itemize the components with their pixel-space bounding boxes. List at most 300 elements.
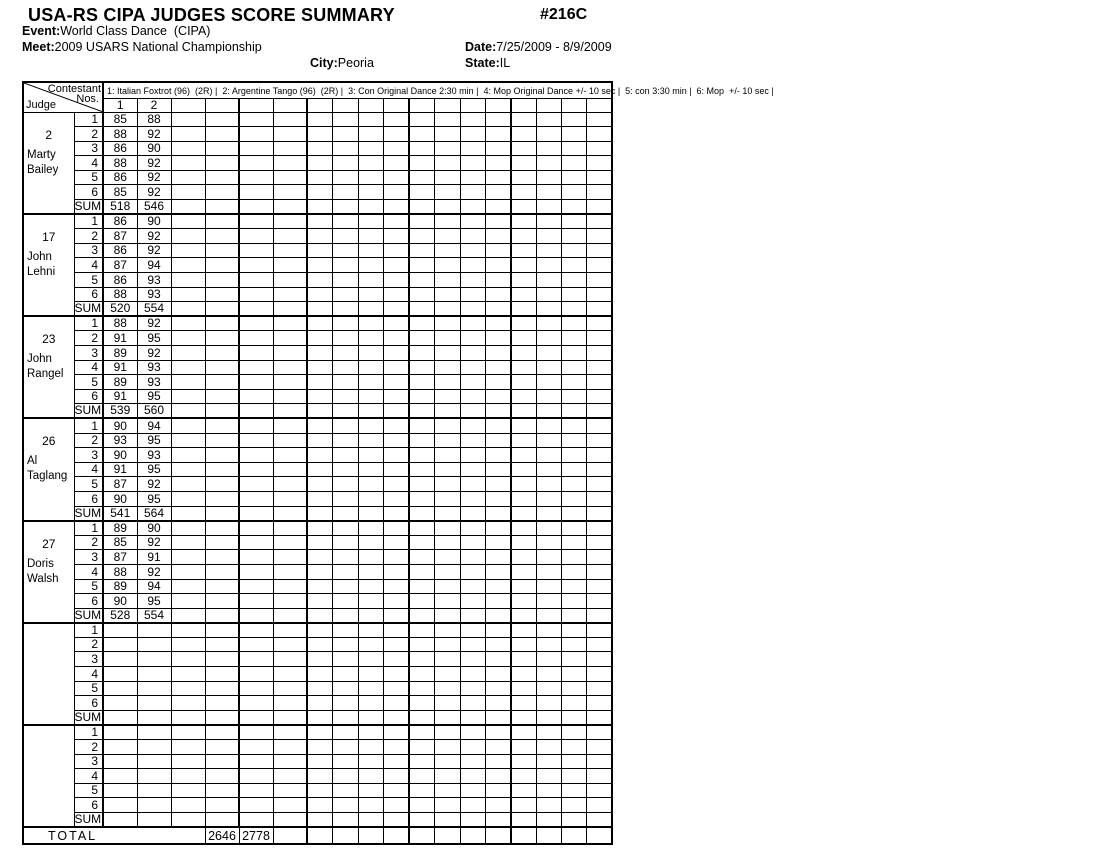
row-label-cell: 4	[74, 360, 103, 375]
score-cell	[239, 491, 273, 506]
score-cell	[562, 346, 587, 361]
score-cell	[536, 448, 561, 463]
score-cell	[486, 491, 512, 506]
score-cell	[486, 389, 512, 404]
score-cell	[358, 127, 384, 142]
contestant-number-cell	[171, 98, 205, 112]
score-cell	[409, 433, 435, 448]
score-cell	[171, 521, 205, 536]
judge-cell	[23, 316, 74, 418]
sum-cell	[409, 710, 435, 725]
empty-cell	[273, 827, 307, 844]
score-cell	[587, 579, 612, 594]
score-cell	[205, 433, 239, 448]
date-value: 7/25/2009 - 8/9/2009	[496, 40, 612, 54]
empty-cell	[562, 827, 587, 844]
row-label-cell: 1	[74, 418, 103, 433]
score-cell	[137, 798, 171, 813]
score-cell	[536, 681, 561, 696]
sum-cell	[511, 506, 536, 521]
score-cell	[460, 740, 486, 755]
score-cell	[273, 258, 307, 273]
score-cell	[171, 375, 205, 390]
sum-cell	[384, 404, 410, 419]
score-cell	[562, 769, 587, 784]
judge-name	[24, 454, 74, 484]
score-cell	[333, 725, 359, 740]
score-cell	[409, 156, 435, 171]
score-cell	[536, 667, 561, 682]
score-cell	[103, 798, 137, 813]
doc-number: #216C	[540, 6, 588, 23]
score-cell	[358, 564, 384, 579]
score-cell	[205, 112, 239, 127]
score-cell	[562, 229, 587, 244]
score-cell	[239, 667, 273, 682]
contestant-number-cell	[409, 98, 435, 112]
score-cell	[333, 798, 359, 813]
score-cell	[103, 725, 137, 740]
row-label-cell: 3	[74, 652, 103, 667]
score-cell	[384, 462, 410, 477]
score-cell	[358, 287, 384, 302]
score-cell	[307, 652, 333, 667]
score-cell	[486, 579, 512, 594]
score-cell	[511, 491, 536, 506]
contestant-number-cell	[307, 98, 333, 112]
score-cell	[486, 667, 512, 682]
score-cell	[435, 360, 461, 375]
sum-cell: 564	[137, 506, 171, 521]
score-cell	[536, 535, 561, 550]
score-cell	[460, 696, 486, 711]
sum-cell	[384, 813, 410, 828]
contestant-number-cell	[562, 98, 587, 112]
score-cell	[409, 477, 435, 492]
sum-cell	[435, 813, 461, 828]
judge-cell	[23, 725, 74, 827]
score-cell	[460, 331, 486, 346]
judge-number: 17	[42, 230, 56, 245]
score-cell	[205, 667, 239, 682]
sum-cell	[435, 710, 461, 725]
score-cell	[562, 491, 587, 506]
score-cell	[205, 681, 239, 696]
score-cell	[358, 477, 384, 492]
sum-cell	[384, 608, 410, 623]
score-cell	[435, 418, 461, 433]
score-cell	[358, 491, 384, 506]
score-cell	[358, 331, 384, 346]
judge-name-line: John	[27, 251, 52, 264]
score-cell	[333, 637, 359, 652]
sum-cell	[273, 608, 307, 623]
score-cell	[358, 433, 384, 448]
score-cell	[239, 681, 273, 696]
score-cell	[137, 725, 171, 740]
score-cell	[460, 185, 486, 200]
sum-cell	[137, 813, 171, 828]
score-cell	[358, 185, 384, 200]
score-cell	[460, 550, 486, 565]
score-cell	[587, 433, 612, 448]
score-cell	[239, 696, 273, 711]
score-cell	[460, 433, 486, 448]
score-cell	[103, 769, 137, 784]
empty-cell	[486, 827, 512, 844]
sum-cell	[171, 506, 205, 521]
score-cell	[435, 448, 461, 463]
score-cell	[409, 170, 435, 185]
sum-cell	[273, 506, 307, 521]
sum-cell	[307, 506, 333, 521]
score-cell	[511, 623, 536, 638]
score-cell	[171, 141, 205, 156]
sum-cell	[460, 710, 486, 725]
judge-name	[24, 557, 74, 587]
score-cell	[307, 564, 333, 579]
row-label-cell: 6	[74, 185, 103, 200]
score-cell	[409, 462, 435, 477]
score-cell	[384, 127, 410, 142]
score-cell	[409, 141, 435, 156]
row-label-cell: 5	[74, 783, 103, 798]
row-label-cell: 5	[74, 273, 103, 288]
sum-cell	[562, 404, 587, 419]
score-cell	[460, 667, 486, 682]
score-cell	[307, 783, 333, 798]
score-cell	[511, 740, 536, 755]
score-cell	[171, 389, 205, 404]
score-cell	[562, 258, 587, 273]
judge-cell	[23, 112, 74, 214]
score-cell	[307, 740, 333, 755]
score-cell	[435, 521, 461, 536]
score-cell	[333, 141, 359, 156]
score-cell	[562, 535, 587, 550]
total-label-cell: TOTAL	[23, 827, 205, 844]
score-cell	[358, 623, 384, 638]
judge-name-line: John	[27, 353, 52, 366]
score-cell	[486, 754, 512, 769]
score-cell	[460, 170, 486, 185]
score-cell	[273, 331, 307, 346]
score-cell	[358, 681, 384, 696]
sum-cell	[205, 608, 239, 623]
score-cell	[307, 258, 333, 273]
score-cell	[587, 594, 612, 609]
score-cell	[171, 418, 205, 433]
score-cell	[460, 287, 486, 302]
score-cell	[307, 696, 333, 711]
sum-cell	[409, 302, 435, 317]
score-cell: 92	[137, 564, 171, 579]
score-cell	[384, 783, 410, 798]
score-cell	[460, 462, 486, 477]
score-cell	[205, 156, 239, 171]
score-cell	[171, 637, 205, 652]
score-cell	[409, 681, 435, 696]
score-cell	[273, 418, 307, 433]
score-cell	[511, 360, 536, 375]
contestant-number-cell: 2	[137, 98, 171, 112]
row-label-cell: 5	[74, 477, 103, 492]
score-cell	[587, 652, 612, 667]
score-cell	[384, 564, 410, 579]
score-cell	[358, 156, 384, 171]
score-cell: 91	[137, 550, 171, 565]
score-cell	[333, 448, 359, 463]
contestant-number-cell	[587, 98, 612, 112]
score-cell	[587, 375, 612, 390]
score-cell	[171, 156, 205, 171]
sum-cell	[358, 302, 384, 317]
score-cell	[273, 594, 307, 609]
score-cell: 93	[137, 448, 171, 463]
score-cell	[273, 346, 307, 361]
sum-cell	[562, 506, 587, 521]
score-cell: 95	[137, 389, 171, 404]
score-cell	[536, 214, 561, 229]
sum-cell	[333, 200, 359, 215]
score-cell	[205, 594, 239, 609]
sum-cell	[239, 608, 273, 623]
sum-cell	[486, 813, 512, 828]
score-cell	[587, 243, 612, 258]
score-cell	[239, 418, 273, 433]
score-cell	[587, 214, 612, 229]
score-cell	[307, 491, 333, 506]
score-cell	[409, 623, 435, 638]
sum-cell	[486, 302, 512, 317]
score-cell	[384, 112, 410, 127]
score-cell	[171, 623, 205, 638]
score-cell	[511, 112, 536, 127]
score-cell	[435, 462, 461, 477]
score-cell	[205, 740, 239, 755]
score-cell	[486, 448, 512, 463]
score-cell	[536, 579, 561, 594]
score-cell	[333, 127, 359, 142]
score-cell	[435, 783, 461, 798]
score-cell	[171, 798, 205, 813]
score-cell	[307, 360, 333, 375]
score-cell	[409, 127, 435, 142]
score-cell	[273, 681, 307, 696]
score-cell	[103, 783, 137, 798]
score-cell	[307, 798, 333, 813]
score-cell	[511, 273, 536, 288]
score-cell	[307, 535, 333, 550]
score-cell	[171, 477, 205, 492]
score-cell	[384, 491, 410, 506]
score-cell: 94	[137, 418, 171, 433]
score-cell	[239, 754, 273, 769]
score-cell	[333, 112, 359, 127]
score-cell: 92	[137, 243, 171, 258]
score-cell	[536, 740, 561, 755]
contestant-number-cell	[486, 98, 512, 112]
score-cell	[486, 375, 512, 390]
score-cell	[409, 725, 435, 740]
score-cell	[239, 652, 273, 667]
empty-cell	[587, 827, 612, 844]
score-cell	[409, 418, 435, 433]
score-cell	[435, 433, 461, 448]
contestant-number-cell	[333, 98, 359, 112]
row-label-cell: 6	[74, 287, 103, 302]
score-cell	[307, 170, 333, 185]
sum-cell	[435, 404, 461, 419]
score-cell	[460, 360, 486, 375]
score-cell: 91	[103, 331, 137, 346]
sum-cell	[587, 404, 612, 419]
score-cell	[333, 360, 359, 375]
score-cell	[460, 564, 486, 579]
score-cell	[460, 112, 486, 127]
score-cell	[536, 360, 561, 375]
score-cell	[239, 141, 273, 156]
score-cell	[562, 375, 587, 390]
sum-cell	[486, 506, 512, 521]
judge-name-line: Rangel	[27, 368, 64, 381]
score-cell	[536, 141, 561, 156]
score-cell	[137, 652, 171, 667]
sum-cell	[384, 506, 410, 521]
sum-label-cell: SUM	[74, 199, 102, 214]
score-cell	[358, 375, 384, 390]
sum-cell	[587, 813, 612, 828]
score-cell	[333, 652, 359, 667]
sum-cell	[536, 302, 561, 317]
sum-cell	[536, 404, 561, 419]
score-cell: 95	[137, 594, 171, 609]
sum-label-cell: SUM	[74, 301, 102, 316]
score-cell	[486, 243, 512, 258]
score-cell	[171, 331, 205, 346]
judge-label: Judge	[26, 98, 56, 111]
score-cell	[358, 112, 384, 127]
score-cell	[171, 258, 205, 273]
score-cell	[384, 170, 410, 185]
sum-cell	[409, 608, 435, 623]
total-value-cell: 2778	[239, 827, 273, 844]
row-label-cell: 6	[74, 696, 103, 711]
dance-header: 1: Italian Foxtrot (96) (2R) | 2: Argentine Tango (96) (2R) | 3: Con Original Dance 2:30 min | 4: Mop Original Dance +/- 10 sec | 5: con 3:30 min | 6: Mop +/- 10 sec |	[107, 85, 774, 96]
judge-number: 26	[42, 434, 56, 449]
score-cell	[409, 579, 435, 594]
score-cell	[486, 550, 512, 565]
score-cell	[384, 389, 410, 404]
sum-cell	[205, 200, 239, 215]
score-cell	[239, 243, 273, 258]
score-cell	[333, 783, 359, 798]
score-cell	[511, 637, 536, 652]
score-cell	[435, 287, 461, 302]
score-cell	[171, 725, 205, 740]
score-cell	[587, 448, 612, 463]
score-cell	[486, 535, 512, 550]
score-cell	[205, 696, 239, 711]
score-cell	[358, 769, 384, 784]
score-cell	[171, 783, 205, 798]
score-cell	[239, 360, 273, 375]
score-cell	[205, 360, 239, 375]
row-label-cell: 6	[74, 389, 103, 404]
sum-cell	[358, 506, 384, 521]
score-cell	[486, 185, 512, 200]
score-cell	[409, 273, 435, 288]
sum-cell	[333, 404, 359, 419]
row-label-cell: 3	[74, 754, 103, 769]
score-cell	[205, 418, 239, 433]
score-cell	[273, 564, 307, 579]
score-cell	[307, 550, 333, 565]
score-cell	[460, 127, 486, 142]
sum-cell	[137, 710, 171, 725]
nos-label: Nos.	[76, 93, 99, 105]
score-cell	[239, 783, 273, 798]
row-label-cell: 6	[74, 594, 103, 609]
score-cell	[273, 535, 307, 550]
score-cell	[333, 375, 359, 390]
score-cell	[409, 287, 435, 302]
score-cell	[384, 433, 410, 448]
score-cell	[333, 491, 359, 506]
score-cell	[384, 740, 410, 755]
score-cell	[384, 667, 410, 682]
score-cell	[205, 170, 239, 185]
contestant-number-cell	[460, 98, 486, 112]
sum-cell	[171, 608, 205, 623]
score-cell	[587, 798, 612, 813]
score-cell	[103, 740, 137, 755]
score-cell	[536, 594, 561, 609]
score-cell	[384, 448, 410, 463]
score-cell	[273, 667, 307, 682]
score-cell	[562, 696, 587, 711]
sum-cell	[307, 200, 333, 215]
score-cell: 90	[103, 418, 137, 433]
score-cell: 92	[137, 346, 171, 361]
score-cell	[511, 214, 536, 229]
sum-cell: 539	[103, 404, 137, 419]
sum-label-cell: SUM	[74, 607, 102, 622]
score-cell	[205, 783, 239, 798]
score-cell	[562, 725, 587, 740]
city-value: Peoria	[337, 56, 374, 70]
score-cell	[273, 389, 307, 404]
sum-cell	[562, 200, 587, 215]
score-cell	[511, 229, 536, 244]
sum-cell	[587, 200, 612, 215]
score-cell: 92	[137, 229, 171, 244]
sum-cell	[562, 302, 587, 317]
row-label-cell: 2	[74, 127, 103, 142]
sum-cell	[358, 608, 384, 623]
score-cell	[435, 550, 461, 565]
score-cell	[205, 798, 239, 813]
sum-cell	[239, 710, 273, 725]
score-cell	[486, 783, 512, 798]
score-cell	[435, 798, 461, 813]
score-cell	[205, 623, 239, 638]
score-cell	[384, 243, 410, 258]
score-cell	[205, 214, 239, 229]
row-label-cell: 5	[74, 579, 103, 594]
sum-cell	[103, 710, 137, 725]
score-cell	[205, 491, 239, 506]
